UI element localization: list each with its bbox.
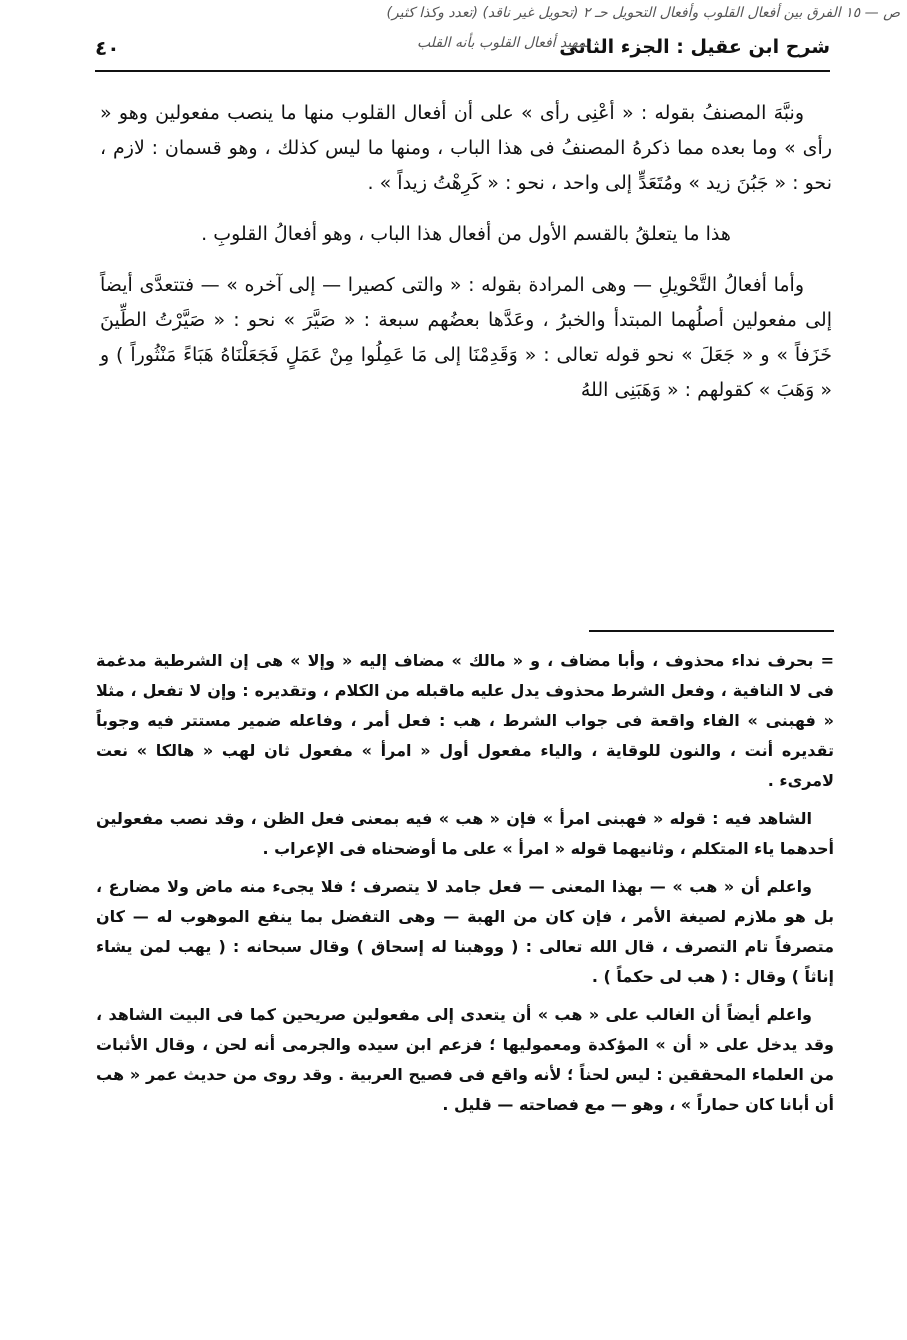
footnote-paragraph: = بحرف نداء محذوف ، وأبا مضاف ، و « مالك » مضاف إليه « وإلا » هى إن الشرطية مدغمة فى لا النافية ، وفعل الشرط محذوف يدل عليه ماقبله من الكلام ، وتقديره : وإن لا تفعل ، مثلا « فهبنى » الفاء واقعة فى جواب الشرط ، هب : فعل أمر ، وفاعله ضمير مستتر فيه وجوباً تقديره أنت ، والنون للوقاية ، والياء مفعول أول « امرأ » مفعول ثان لهب « هالكا » نعت لامرىء .	[96, 651, 834, 790]
page-number: ٤٠	[95, 36, 120, 60]
page-header	[95, 30, 830, 72]
annotation-line-2: تمهيد أفعال القلوب بأنه القلب	[416, 35, 590, 51]
running-title: شرح ابن عقيل : الجزء الثانى	[559, 36, 830, 58]
annotation-line-1: ص — ١٥ الفرق بين أفعال القلوب وأفعال التحويل حـ ٢ (تحويل غير ناقد) (تعدد وكذا كثير)	[386, 5, 900, 21]
main-paragraph: ونبَّهَ المصنفُ بقوله : « أعْنِى رأى » على أن أفعال القلوب منها ما ينصب مفعولين وهو « رأى » وما بعده مما ذكرهُ المصنفُ فى هذا الباب ، ومنها ما ليس كذلك ، وهو قسمان : لازم ، نحو : « جَبُنَ زيد » ومُتَعَدٍّ إلى واحد ، نحو : « كَرِهْتُ زيداً » .	[100, 102, 832, 194]
footnote-separator	[589, 630, 834, 632]
footnote-paragraph: الشاهد فيه : قوله « فهبنى امرأ » فإن « هب » فيه بمعنى فعل الظن ، وقد نصب مفعولين أحدهما ياء المتكلم ، وثانيهما قوله « امرأ » على ما أوضحناه فى الإعراب .	[96, 809, 834, 858]
footnote-paragraph: واعلم أيضاً أن الغالب على « هب » أن يتعدى إلى مفعولين صريحين كما فى البيت الشاهد ، وقد يدخل على « أن » المؤكدة ومعموليها ؛ فزعم ابن سيده والجرمى أنه لحن ، وقال الأثبات من العلماء المحققين : ليس لحناً ؛ لأنه واقع فى فصيح العربية . وقد روى من حديث عمر « هب أن أبانا كان حماراً » ، وهو — مع فصاحته — قليل .	[96, 1005, 834, 1114]
footnotes	[96, 646, 834, 1128]
main-text	[100, 96, 832, 424]
main-paragraph: هذا ما يتعلقُ بالقسم الأول من أفعال هذا الباب ، وهو أفعالُ القلوبِ .	[201, 223, 731, 245]
main-paragraph: وأما أفعالُ التَّحْويلِ — وهى المرادة بقوله : « والتى كصيرا — إلى آخره » — فتتعدَّى أيضاً إلى مفعولين أصلُهما المبتدأ والخبرُ ، وعَدَّها بعضُهم سبعة : « صَيَّرَ » نحو : « صَيَّرْتُ الطِّينَ خَزَفاً » و « جَعَلَ » نحو قوله تعالى : « وَقَدِمْنَا إلى مَا عَمِلُوا مِنْ عَمَلٍ فَجَعَلْنَاهُ هَبَاءً مَنْثُوراً ) و « وَهَبَ » كقولهم : « وَهَبَنِى اللهُ	[100, 274, 832, 401]
footnote-paragraph: واعلم أن « هب » — بهذا المعنى — فعل جامد لا يتصرف ؛ فلا يجىء منه ماض ولا مضارع ، بل هو ملازم لصيغة الأمر ، فإن كان من الهبة — وهى التفضل بما ينفع الموهوب له — كان متصرفاً تام التصرف ، قال الله تعالى : ( ووهبنا له إسحاق ) وقال سبحانه : ( يهب لمن يشاء إناثاً ) وقال : ( هب لى حكماً ) .	[96, 877, 834, 986]
